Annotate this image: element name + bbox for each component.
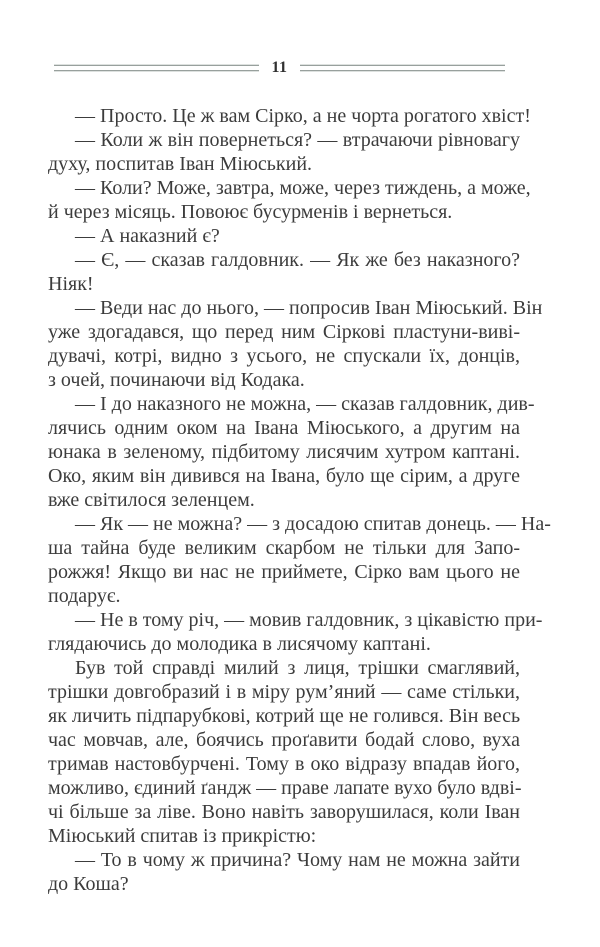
text-line: вже світилося зеленцем. (48, 489, 255, 511)
text-line: — Просто. Це ж вам Сірко, а не чорта рогатого хвіст! (75, 105, 531, 127)
paragraph (48, 608, 543, 656)
text-line: Був той справді милий з лиця, трішки смаглявий, (75, 657, 520, 679)
header-rule-right (300, 65, 505, 71)
text-line: ша тайна буде великим скарбом не тільки для Запо- (48, 537, 520, 559)
text-line: глядаючись до молодика в лисячому каптані. (48, 633, 431, 655)
text-line: Око, яким він дивився на Івана, було ще сірим, а друге (48, 465, 520, 487)
text-line: як личить підпарубкові, котрий ще не голився. Він весь (48, 705, 521, 727)
text-line: чі більше за ліве. Воно навіть заворушилася, коли Іван (48, 801, 520, 823)
paragraph (48, 656, 520, 848)
text-line: тримав настовбурчені. Тому в око відразу впадав його, (48, 753, 520, 775)
text-line: рожжя! Якщо ви нас не приймете, Сірко вам цього не (48, 561, 520, 583)
text-line: — Є, — сказав галдовник. — Як же без наказного? (75, 249, 520, 271)
paragraph (48, 128, 520, 176)
text-line: — Не в тому річ, — мовив галдовник, з цікавістю при- (75, 609, 543, 631)
text-line: лячись одним оком на Івана Міюського, а другим на (48, 417, 520, 439)
text-line: Міюський спитав із прикрістю: (48, 825, 317, 847)
text-line: трішки довгобразий і в міру рум’яний — саме стільки, (48, 681, 520, 703)
text-line: й через місяць. Повоює бусурменів і вернеться. (48, 201, 453, 223)
text-line: з очей, починаючи від Кодака. (48, 369, 305, 391)
text-line: дувачі, котрі, видно з усього, не спускали їх, донців, (48, 345, 520, 367)
paragraph (48, 176, 531, 224)
text-line: подарує. (48, 585, 121, 607)
text-line: Ніяк! (48, 273, 94, 295)
text-line: — То в чому ж причина? Чому нам не можна зайти (75, 849, 520, 871)
paragraph (48, 392, 535, 512)
text-line: — Як — не можна? — з досадою спитав донець. — На- (75, 513, 551, 535)
running-head (54, 59, 505, 77)
paragraph (48, 512, 551, 608)
text-line: можливо, єдиний ґандж — праве лапате вухо було вдві- (48, 777, 522, 799)
text-line: духу, поспитав Іван Міюський. (48, 153, 313, 175)
paragraph (48, 104, 531, 128)
text-line: до Коша? (48, 873, 129, 895)
text-line: — Коли ж він повернеться? — втрачаючи рівновагу (75, 129, 520, 151)
text-line: юнака в зеленому, підбитому лисячим хутром каптані. (48, 441, 520, 463)
text-line: — І до наказного не можна, — сказав галдовник, див- (75, 393, 535, 415)
text-line: — А наказний є? (75, 225, 220, 247)
paragraph (48, 848, 520, 896)
text-line: уже здогадався, що перед ним Сіркові пластуни-виві- (48, 321, 520, 343)
page-text (48, 104, 551, 896)
text-line: — Коли? Може, завтра, може, через тиждень, а може, (75, 177, 531, 199)
header-rule-left (54, 65, 259, 71)
paragraph (48, 224, 520, 248)
paragraph (48, 296, 543, 392)
page-number: 11 (271, 59, 288, 76)
paragraph (48, 248, 520, 296)
text-line: — Веди нас до нього, — попросив Іван Міюський. Він (75, 297, 543, 319)
text-line: час мовчав, але, боячись проґавити бодай слово, вуха (48, 729, 520, 751)
